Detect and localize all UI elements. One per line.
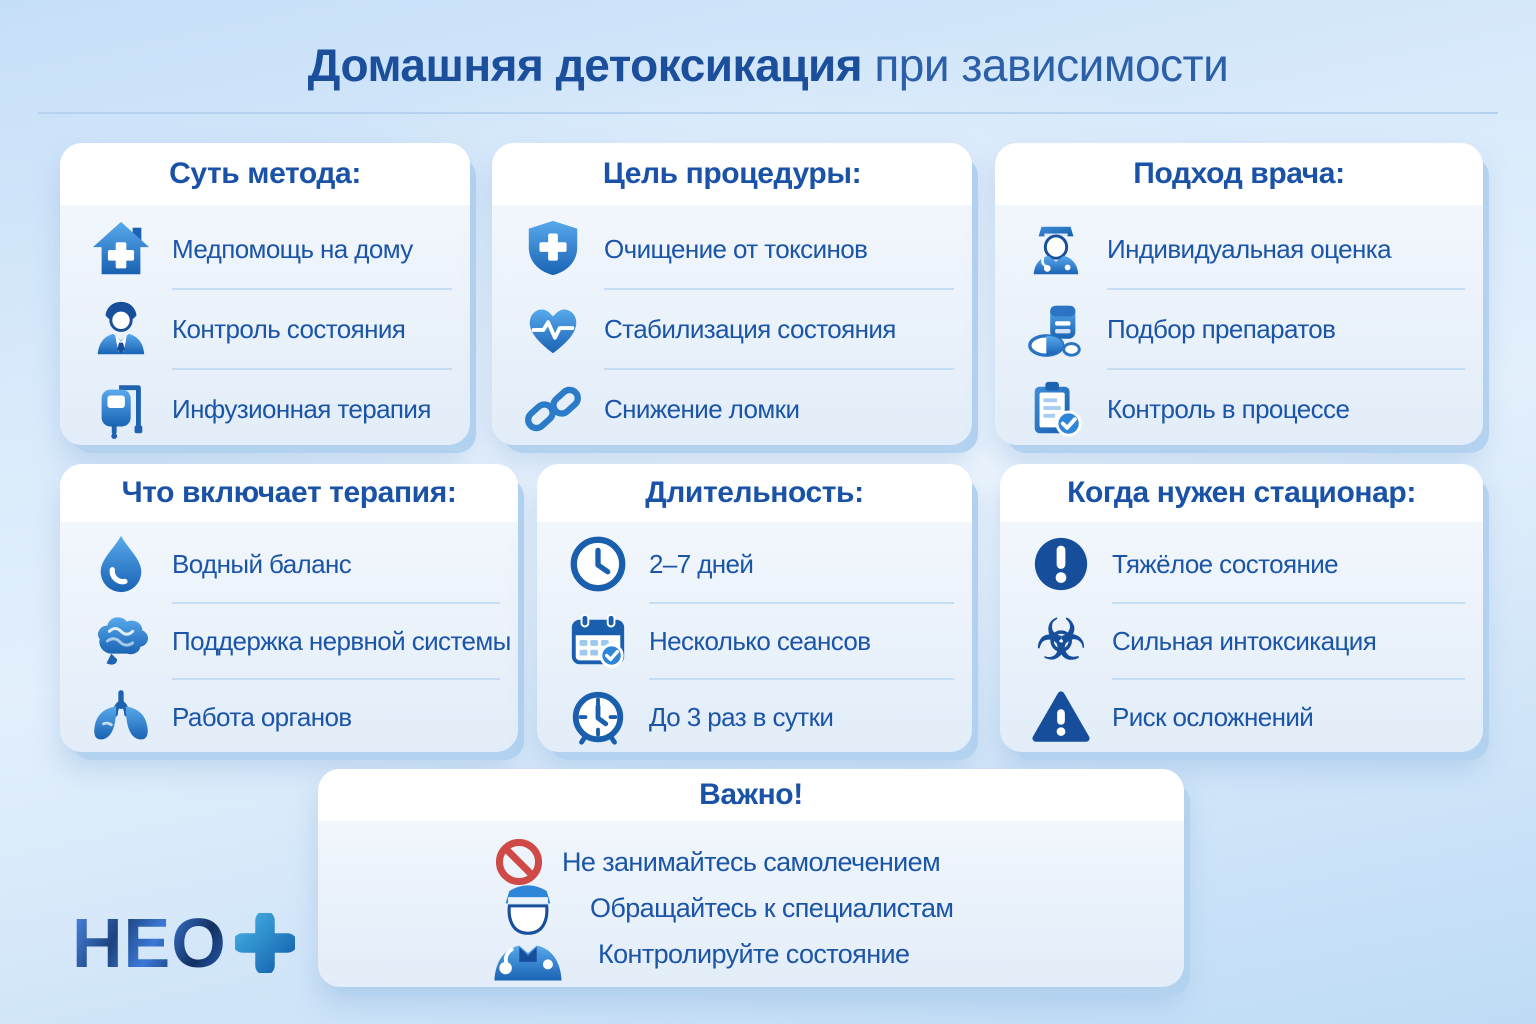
list-item bbox=[60, 289, 470, 369]
item-label: Риск осложнений bbox=[1112, 702, 1314, 733]
item-label: Тяжёлое состояние bbox=[1112, 548, 1339, 579]
list-item bbox=[60, 369, 470, 445]
card-method-essence bbox=[60, 143, 470, 445]
card-therapy-includes bbox=[60, 464, 518, 752]
list-item bbox=[995, 369, 1483, 445]
calendar-check-icon bbox=[567, 610, 629, 672]
item-label: Контролируйте состояние bbox=[598, 939, 910, 969]
list-item bbox=[995, 209, 1483, 289]
list-item bbox=[1000, 526, 1483, 603]
list-item bbox=[492, 209, 972, 289]
list-item bbox=[537, 526, 972, 603]
card-title: Важно! bbox=[699, 778, 803, 811]
item-label: Индивидуальная оценка bbox=[1107, 233, 1391, 264]
plus-icon bbox=[235, 913, 295, 973]
page-title-regular: при зависимости bbox=[862, 39, 1229, 91]
item-label: Снижение ломки bbox=[604, 393, 800, 424]
item-label: Обращайтесь к специалистам bbox=[590, 893, 954, 923]
heart-pulse-icon bbox=[522, 298, 584, 360]
list-item bbox=[60, 209, 470, 289]
card-title: Подход врача: bbox=[1133, 157, 1345, 190]
house-cross-icon bbox=[90, 218, 152, 280]
shield-cross-icon bbox=[522, 218, 584, 280]
brand-logo-text: НЕО bbox=[72, 904, 227, 982]
item-label: Работа органов bbox=[172, 702, 352, 733]
item-label: 2–7 дней bbox=[649, 548, 754, 579]
card-title: Что включает терапия: bbox=[121, 476, 457, 509]
list-item bbox=[598, 939, 909, 970]
item-label: Контроль состояния bbox=[172, 313, 406, 344]
list-item bbox=[60, 679, 518, 752]
brain-icon bbox=[90, 610, 152, 672]
alarm-clock-icon bbox=[567, 687, 629, 749]
item-label: Поддержка нервной системы bbox=[172, 625, 511, 656]
item-label: Водный баланс bbox=[172, 548, 352, 579]
page-title bbox=[0, 40, 1536, 91]
card-procedure-goal bbox=[492, 143, 972, 445]
list-item bbox=[1000, 603, 1483, 680]
item-label: Очищение от токсинов bbox=[604, 233, 868, 264]
surgeon-icon bbox=[484, 881, 572, 983]
clipboard-check-icon bbox=[1025, 378, 1087, 440]
list-item bbox=[60, 526, 518, 603]
list-item bbox=[537, 603, 972, 680]
item-label: Стабилизация состояния bbox=[604, 313, 896, 344]
pills-icon bbox=[1025, 298, 1087, 360]
chain-link-icon bbox=[522, 378, 584, 440]
card-title: Суть метода: bbox=[169, 157, 361, 190]
list-item bbox=[590, 893, 953, 924]
item-label: Инфузионная терапия bbox=[172, 393, 431, 424]
card-duration bbox=[537, 464, 972, 752]
lungs-icon bbox=[90, 687, 152, 749]
water-drop-icon bbox=[90, 533, 152, 595]
list-item bbox=[1000, 679, 1483, 752]
list-item bbox=[494, 837, 940, 887]
item-label: Не занимайтесь самолечением bbox=[562, 846, 941, 877]
biohazard-icon: ☣ bbox=[1035, 608, 1087, 673]
list-item bbox=[492, 369, 972, 445]
list-item bbox=[995, 289, 1483, 369]
card-title: Когда нужен стационар: bbox=[1067, 476, 1416, 509]
item-label: Контроль в процессе bbox=[1107, 393, 1350, 424]
item-label: Медпомощь на дому bbox=[172, 233, 413, 264]
card-when-hospital bbox=[1000, 464, 1483, 752]
item-label: Сильная интоксикация bbox=[1112, 625, 1377, 656]
card-title: Длительность: bbox=[645, 476, 864, 509]
list-item bbox=[537, 679, 972, 752]
list-item bbox=[492, 289, 972, 369]
warning-triangle-icon bbox=[1030, 687, 1092, 749]
item-label: До 3 раз в сутки bbox=[649, 702, 834, 733]
list-item bbox=[60, 603, 518, 680]
iv-drip-icon bbox=[90, 378, 152, 440]
page-title-bold: Домашняя детоксикация bbox=[307, 39, 863, 91]
title-divider bbox=[38, 112, 1498, 114]
doctor-cap-icon bbox=[1025, 218, 1087, 280]
item-label: Подбор препаратов bbox=[1107, 313, 1336, 344]
doctor-icon bbox=[90, 298, 152, 360]
card-title: Цель процедуры: bbox=[602, 157, 862, 190]
card-important bbox=[318, 769, 1184, 987]
brand-logo bbox=[72, 904, 295, 982]
item-label: Несколько сеансов bbox=[649, 625, 871, 656]
exclamation-circle-icon bbox=[1030, 533, 1092, 595]
card-doctor-approach bbox=[995, 143, 1483, 445]
clock-icon bbox=[567, 533, 629, 595]
no-entry-icon bbox=[494, 837, 544, 887]
